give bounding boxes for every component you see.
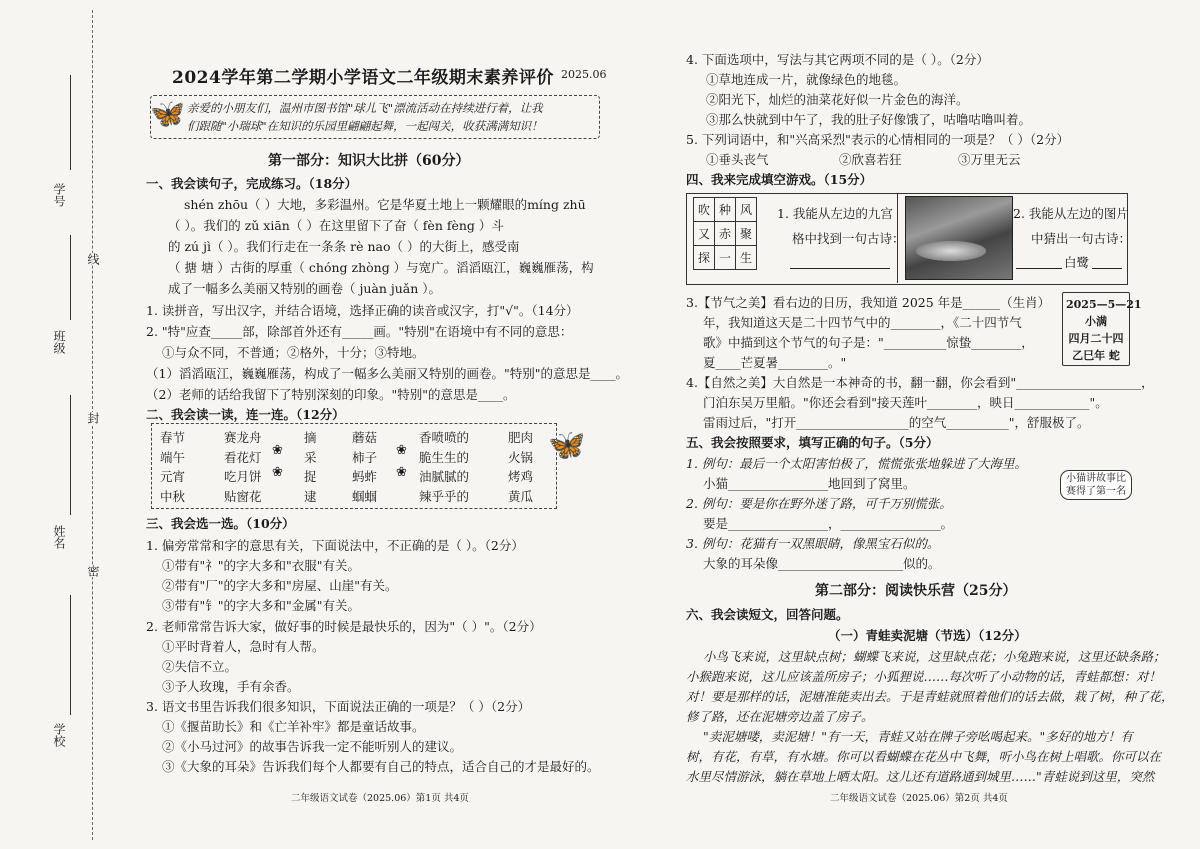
nine-grid <box>693 197 757 270</box>
passage-line: 小鸟飞来说，这里缺点树；蝴蝶飞来说，这里缺点花；小兔跑来说，这里还缺条路； <box>703 649 1166 664</box>
cut-mark-seal: 封 <box>86 412 100 424</box>
s3-q1: 1. 偏旁常常和字的意思有关，下面说法中，不正确的是（ ）。（2分） <box>146 538 524 553</box>
grid-cell: 风 <box>736 198 757 222</box>
s1-line-4: （ 搪 塘 ）古街的厚重（ chóng zhòng ）与宽广。滔滔瓯江，巍巍雁荡，构 <box>168 260 594 275</box>
s4-q3-line-d: 夏____芒夏暑________。" <box>703 355 847 370</box>
match-item: 烤鸡 <box>508 469 534 484</box>
s4-q3-line-a: 3.【节气之美】看右边的日历，我知道 2025 年是______（生肖） <box>686 295 1051 310</box>
passage-line: 树，有花，有草，有水塘。你可以看蝴蝶在花丛中飞舞，听小鸟在树上唱歌。你可以在 <box>686 749 1162 764</box>
page1-footer: 二年级语文试卷（2025.06）第1页 共4页 <box>291 793 469 804</box>
s4-q4-line-a: 4.【自然之美】大自然是一本神奇的书，翻一翻，你会看到"____________________， <box>686 375 1154 390</box>
q4-opt3: ③那么快就到中午了，我的肚子好像饿了，咕噜咕噜叫着。 <box>706 112 1032 127</box>
q4-opt1: ①草地连成一片，就像绿色的地毯。 <box>706 72 907 87</box>
s1-line-5: 成了一幅多么美丽又特别的画卷（ juàn juǎn ）。 <box>168 281 442 296</box>
match-item: 摘 <box>304 430 317 445</box>
grid-cell: 聚 <box>736 222 757 246</box>
flower-icon: ❀ ❀ <box>396 443 407 480</box>
passage-line: "卖泥塘喽，卖泥塘！"有一天，青蛙又站在牌子旁吆喝起来。"多好的地方！有 <box>703 729 1133 744</box>
s4-q2-line-b: 中猜出一句古诗： <box>1031 231 1132 246</box>
s1-title: 一、我会读句子，完成练习。（18分） <box>146 176 358 191</box>
hint-line: 赛得了第一名 <box>1066 486 1126 497</box>
grid-cell: 种 <box>715 198 736 222</box>
calendar-year: 乙巳年 蛇 <box>1072 349 1120 362</box>
passage-title: （一）青蛙卖泥塘（节选）（12分） <box>828 628 1027 643</box>
s1-line-3: 的 zú jì（ ）。我们行走在一条条 rè nao（ ）的大街上，感受南 <box>168 239 520 254</box>
match-item: 辣乎乎的 <box>419 488 470 504</box>
s4-q2-answer-line-b <box>1092 268 1122 269</box>
match-item: 逮 <box>304 488 317 504</box>
match-item: 贴窗花 <box>224 488 262 504</box>
match-item: 赛龙舟 <box>224 430 262 445</box>
match-col-verbs <box>304 428 317 506</box>
passage-line: 修了路，还在泥塘旁边盖了房子。 <box>686 709 874 724</box>
match-item: 采 <box>304 449 317 465</box>
s1-q2-a: （1）滔滔瓯江，巍巍雁荡，构成了一幅多么美丽又特别的画卷。"特别"的意思是____。 <box>146 366 628 381</box>
s3-q1-opt3: ③带有"钅"的字大多和"金属"有关。 <box>162 598 360 613</box>
s5-e2-answer: 要是________________，________________。 <box>703 516 954 531</box>
match-item: 元宵 <box>160 469 186 484</box>
match-col-festivals <box>160 428 185 506</box>
s4-q2-line-a: 2. 我能从左边的图片 <box>1013 206 1129 221</box>
part2-title: 第二部分：阅读快乐营（25分） <box>815 583 1017 599</box>
class-line <box>70 235 71 320</box>
s5-e2: 2. 例句：要是你在野外迷了路，可千万别慌张。 <box>686 496 952 511</box>
match-item: 香喷喷的 <box>419 430 470 445</box>
school-label: 学校 <box>52 723 66 747</box>
grid-cell: 吹 <box>694 198 715 222</box>
cut-mark-line: 线 <box>86 253 100 265</box>
match-item: 黄瓜 <box>508 488 534 504</box>
s4-q4-line-c: 雷雨过后，"打开__________________的空气__________"，舒服极了。 <box>703 415 1090 430</box>
passage-line: 对！要是那样的话，泥塘准能卖出去。于是青蛙就照着他们的话去做，栽了树，种了花， <box>686 689 1174 704</box>
exam-date: 2025.06 <box>561 68 607 81</box>
s1-line-1: shén zhōu（ ）大地，多彩温州。它是华夏土地上一颗耀眼的míng zhū <box>184 197 586 212</box>
match-item: 吃月饼 <box>224 469 262 484</box>
q4-opt2: ②阳光下，灿烂的油菜花好似一片金色的海洋。 <box>706 92 969 107</box>
student-id-label: 学号 <box>52 183 66 207</box>
school-line <box>70 595 71 715</box>
grid-cell: 探 <box>694 246 715 270</box>
name-label: 姓名 <box>52 525 66 549</box>
butterfly-icon-2: 🦋 <box>548 428 586 463</box>
passage-line: 小猴跑来说，这儿应该盖所房子；小狐狸说……每次听了小动物的话，青蛙都想：对！ <box>686 669 1162 684</box>
s1-q1: 1. 读拼音，写出汉字，并结合语境，选择正确的读音或汉字，打"√"。（14分） <box>146 303 579 318</box>
page2-footer: 二年级语文试卷（2025.06）第2页 共4页 <box>830 793 1008 804</box>
match-item: 捉 <box>304 469 317 484</box>
cut-mark-dense: 密 <box>86 565 100 577</box>
q5-opt2: ②欣喜若狂 <box>839 152 902 167</box>
s3-q1-opt2: ②带有"厂"的字大多和"房屋、山崖"有关。 <box>162 578 398 593</box>
s4-title: 四、我来完成填空游戏。（15分） <box>686 172 873 187</box>
s1-q2-options: ①与众不同，不普通；②格外，十分；③特地。 <box>162 345 425 360</box>
part1-title: 第一部分：知识大比拼（60分） <box>268 153 470 169</box>
s2-title: 二、我会读一读，连一连。（12分） <box>146 407 345 422</box>
s5-title: 五、我会按照要求，填写正确的句子。（5分） <box>686 435 939 450</box>
match-col-foods <box>508 428 533 506</box>
match-item: 蝈蝈 <box>352 488 378 504</box>
match-col-customs <box>224 428 262 506</box>
grid-cell: 赤 <box>715 222 736 246</box>
s4-q1-line-b: 格中找到一句古诗： <box>792 231 905 246</box>
s3-q3-opt2: ②《小马过河》的故事告诉我一定不能听别人的建议。 <box>162 739 463 754</box>
match-col-objects <box>352 428 377 506</box>
s3-q3-opt3: ③《大象的耳朵》告诉我们每个人都要有自己的特点，适合自己的才是最好的。 <box>162 759 600 774</box>
s5-e1: 1. 例句：最后一个太阳害怕极了，慌慌张张地躲进了大海里。 <box>686 456 1027 471</box>
s3-q2-opt2: ②失信不立。 <box>162 659 238 674</box>
binding-dashed-line <box>92 10 94 840</box>
s3-q2-opt1: ①平时背着人，急时有人帮。 <box>162 639 325 654</box>
match-item: 肥肉 <box>508 430 534 445</box>
match-item: 中秋 <box>160 488 186 504</box>
calendar-term: 小满 <box>1085 315 1107 328</box>
passage-line: 水里尽情游泳，躺在草地上晒太阳。这儿还有道路通到城里……"青蛙说到这里，突然 <box>686 769 1155 784</box>
s4-q3-line-c: 歌》中描到这个节气的句子是："__________惊蛰________， <box>703 335 1034 350</box>
grid-cell: 一 <box>715 246 736 270</box>
s3-q2-opt3: ③予人玫瑰，手有余香。 <box>162 679 300 694</box>
match-item: 柿子 <box>352 449 378 465</box>
s3-q3-opt1: ①《揠苗助长》和《亡羊补牢》都是童话故事。 <box>162 719 425 734</box>
egret-picture <box>905 196 1013 280</box>
match-item: 看花灯 <box>224 449 262 465</box>
grid-cell: 又 <box>694 222 715 246</box>
s5-e3: 3. 例句：花猫有一双黑眼睛，像黑宝石似的。 <box>686 536 940 551</box>
name-line <box>70 395 71 515</box>
q4: 4. 下面选项中，写法与其它两项不同的是（ ）。（2分） <box>686 52 989 67</box>
grid-cell: 生 <box>736 246 757 270</box>
s4-q3-line-b: 年，我知道这天是二十四节气中的________，《二十四节气 <box>703 315 1022 330</box>
calendar-date: 2025—5—21 <box>1066 298 1142 311</box>
match-item: 端午 <box>160 449 186 465</box>
match-item: 蘑菇 <box>352 430 378 445</box>
flower-icon: ❀ ❀ <box>272 443 283 480</box>
student-id-line <box>70 75 71 170</box>
intro-line-2: 们跟随"小瑞球"在知识的乐园里翩翩起舞，一起闯关，收获满满知识！ <box>187 119 543 133</box>
match-col-adjectives <box>419 428 469 506</box>
s1-q2: 2. "特"应查_____部，除部首外还有_____画。"特别"在语境中有不同的意思： <box>146 324 573 339</box>
s4-q1-answer-line <box>790 268 890 269</box>
s4-q4-line-b: 门泊东吴万里船。"你还会看到"接天莲叶________，映日____________"。 <box>703 395 1108 410</box>
s3-title: 三、我会选一选。（10分） <box>146 516 295 531</box>
match-item: 脆生生的 <box>419 449 470 465</box>
s5-e3-answer: 大象的耳朵像____________________似的。 <box>703 556 941 571</box>
hint-line: 小猫讲故事比 <box>1066 473 1126 484</box>
s4-q2-answer-line-a <box>1016 268 1062 269</box>
q5: 5. 下列词语中，和"兴高采烈"表示的心情相同的一项是？（ ）（2分） <box>686 132 1070 147</box>
calendar <box>1066 296 1142 364</box>
s3-q2: 2. 老师常常告诉大家，做好事的时候是最快乐的，因为"（ ）"。（2分） <box>146 619 542 634</box>
s4-q1-line-a: 1. 我能从左边的九宫 <box>777 206 893 221</box>
s6-title: 六、我会读短文，回答问题。 <box>686 607 849 622</box>
match-item: 油腻腻的 <box>419 469 470 484</box>
q5-opt1: ①垂头丧气 <box>706 152 769 167</box>
s5-e1-answer: 小猫________________地回到了窝里。 <box>703 476 916 491</box>
match-item: 蚂蚱 <box>352 469 378 484</box>
match-item: 火锅 <box>508 449 534 465</box>
intro-line-1: 亲爱的小朋友们，温州市图书馆"球儿飞"漂流活动在持续进行着，让我 <box>187 101 543 115</box>
exam-title: 2024学年第二学期小学语文二年级期末素养评价 <box>172 68 554 88</box>
hint-callout <box>1060 470 1132 500</box>
match-item: 春节 <box>160 430 186 445</box>
s4-q2-egret: 白鹭 <box>1064 255 1090 270</box>
q5-opt3: ③万里无云 <box>958 152 1021 167</box>
butterfly-icon: 🦋 <box>150 97 185 130</box>
s1-line-2: （ ）。我们的 zǔ xiān（ ）在这里留下了奋（ fèn fèng ）斗 <box>168 218 504 233</box>
s3-q1-opt1: ①带有"礻"的字大多和"衣服"有关。 <box>162 558 360 573</box>
class-label: 班级 <box>52 330 66 354</box>
calendar-lunar: 四月二十四 <box>1068 332 1124 345</box>
s3-q3: 3. 语文书里告诉我们很多知识，下面说法正确的一项是？（ ）（2分） <box>146 699 531 714</box>
s1-q2-b: （2）老师的话给我留下了特别深刻的印象。"特别"的意思是____。 <box>146 387 516 402</box>
